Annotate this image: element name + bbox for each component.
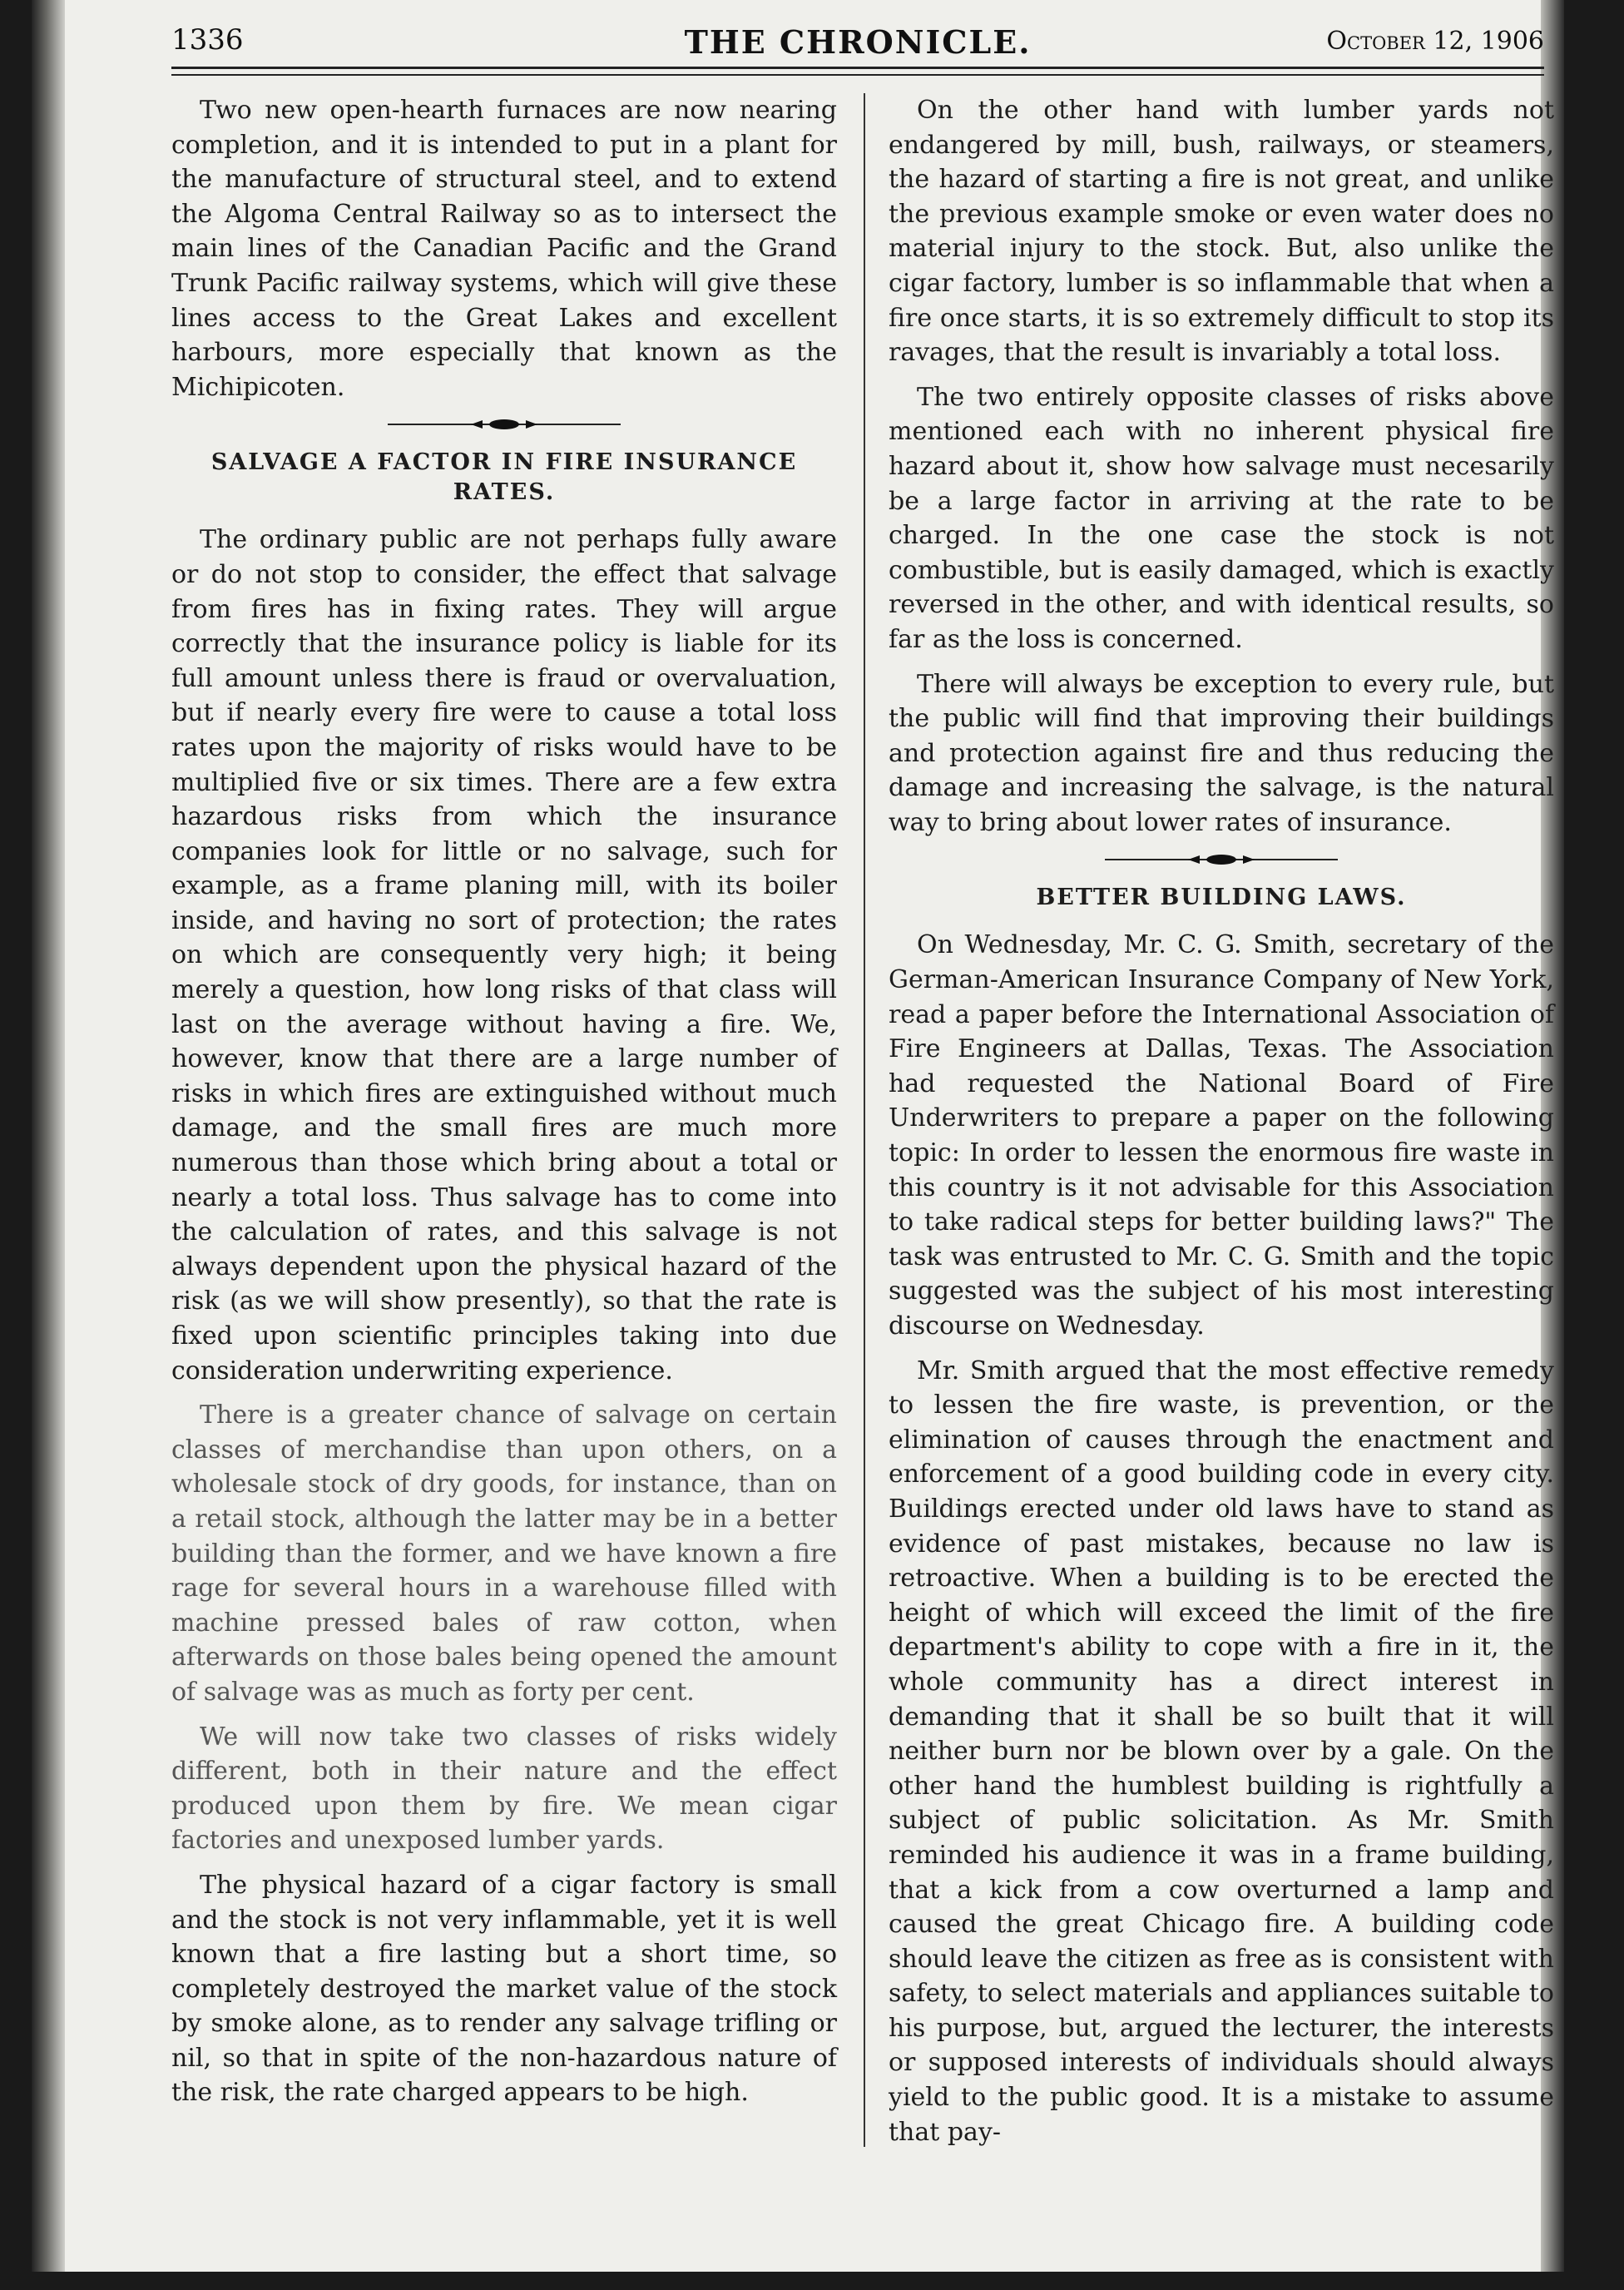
paragraph-smith-paper: On Wednesday, Mr. C. G. Smith, secretary of the German-American Insurance Company of New York, read a paper before the International Association of Fire Engineers at Dallas, Texas. The Association had requested the National Board of Fire Underwriters to prepare a paper on the following topic: In order to lessen the enormous fire waste in this country is it not advisable for this Association to take radical steps for better building laws?" The task was entrusted to Mr. C. G. Smith and the topic suggested was the subject of his most interesting discourse on Wednesday. xyxy=(889,930,1554,1341)
left-column xyxy=(171,93,837,2120)
paragraph-opposite-classes: The two entirely opposite classes of risks above mentioned each with no inherent physical fire hazard about it, show how salvage must necesarily be a large factor in arriving at the rate to be charged. In the one case the stock is not combustible, but is easily damaged, which is exactly reversed in the other, and with identical results, so far as the loss is concerned. xyxy=(889,382,1554,654)
page-header xyxy=(171,23,1544,63)
newspaper-page xyxy=(32,0,1564,2272)
ornament-rule-icon xyxy=(388,416,621,433)
column-divider xyxy=(864,93,865,2147)
header-rule xyxy=(171,67,1544,76)
issue-date: October 12, 1906 xyxy=(1326,27,1544,56)
paragraph-lumber-yards: On the other hand with lumber yards not endangered by mill, bush, railways, or steamers, the hazard of starting a fire is not great, and unlike the previous example smoke or even water does no material injury to the stock. But, also unlike the cigar factory, lumber is so inflammable that when a fire once starts, it is so extremely difficult to stop its ravages, that the result is invariably a total loss. xyxy=(889,96,1554,368)
heading-salvage: SALVAGE A FACTOR IN FIRE INSURANCE RATES. xyxy=(210,449,798,506)
page-number: 1336 xyxy=(171,23,244,57)
ornament-rule-icon xyxy=(1105,851,1338,868)
masthead-title: THE CHRONICLE. xyxy=(684,23,1032,61)
paragraph-steel-plant: Two new open-hearth furnaces are now nearing completion, and it is intended to put in a plant for the manufacture of structural steel, and to extend the Algoma Central Railway so as to intersect the main lines of the Canadian Pacific and the Grand Trunk Pacific railway systems, which will give these lines access to the Great Lakes and excellent harbours, more especially that known as the Michipicoten. xyxy=(171,96,837,402)
section-ornament xyxy=(171,416,837,433)
paragraph-cigar-factory: The physical hazard of a cigar factory is small and the stock is not very inflammable, yet it is well known that a fire lasting but a short time, so completely destroyed the market value of the stock by smoke alone, as to render any salvage trifling or nil, so that in spite of the non-hazardous nature of the risk, the rate charged appears to be high. xyxy=(171,1870,837,2108)
paragraph-exception: There will always be exception to every rule, but the public will find that improving their buildings and protection against fire and thus reducing the damage and increasing the salvage, is the natural way to bring about lower rates of insurance. xyxy=(889,669,1554,837)
paragraph-smith-argument: Mr. Smith argued that the most effective remedy to lessen the fire waste, is prevention, or the elimination of causes through the enactment and enforcement of a good building code in every city. Buildings erected under old laws have to stand as evidence of past mistakes, because no law is retroactive. When a building is to be erected the height of which will exceed the limit of the fire department's ability to cope with a fire in it, the whole community has a direct interest in demanding that it shall be so built that it will neither burn nor be blown over by a gale. On the other hand the humblest building is rightfully a subject of public solicitation. As Mr. Smith reminded his audience it was in a frame building, that a kick from a cow overturned a lamp and caused the great Chicago fire. A building code should leave the citizen as free as is consistent with safety, to select materials and appliances suitable to his purpose, but, argued the lecturer, the interests or supposed interests of individuals should always yield to the public good. It is a mistake to assume that pay- xyxy=(889,1356,1554,2147)
paragraph-merchandise: There is a greater chance of salvage on certain classes of merchandise than upon others, on a wholesale stock of dry goods, for instance, than on a retail stock, although the latter may be in a better building than the former, and we have known a fire rage for several hours in a warehouse filled with machine pressed bales of raw cotton, when afterwards on those bales being opened the amount of salvage was as much as forty per cent. xyxy=(171,1400,837,1707)
paragraph-salvage-intro: The ordinary public are not perhaps fully aware or do not stop to consider, the effect that salvage from fires has in fixing rates. They will argue correctly that the insurance policy is liable for its full amount unless there is fraud or overvaluation, but if nearly every fire were to cause a total loss rates upon the majority of risks would have to be multiplied five or six times. There are a few extra hazardous risks from which the insurance companies look for little or no salvage, such for example, as a frame planing mill, with its boiler inside, and having no sort of protection; the rates on which are consequently very high; it being merely a question, how long risks of that class will last on the average without having a fire. We, however, know that there are a large number of risks in which fires are extinguished without much damage, and the small fires are much more numerous than those which bring about a total or nearly a total loss. Thus salvage has to come into the calculation of rates, and this salvage is not always dependent upon the physical hazard of the risk (as we will show presently), so that the rate is fixed upon scientific principles taking into due consideration underwriting experience. xyxy=(171,525,837,1385)
section-ornament xyxy=(889,851,1554,868)
paragraph-two-classes: We will now take two classes of risks widely different, both in their nature and the effect produced upon them by fire. We mean cigar factories and unexposed lumber yards. xyxy=(171,1722,837,1856)
right-column xyxy=(889,93,1554,2159)
binding-shadow xyxy=(32,0,65,2272)
heading-building-laws: BETTER BUILDING LAWS. xyxy=(1036,885,1407,911)
